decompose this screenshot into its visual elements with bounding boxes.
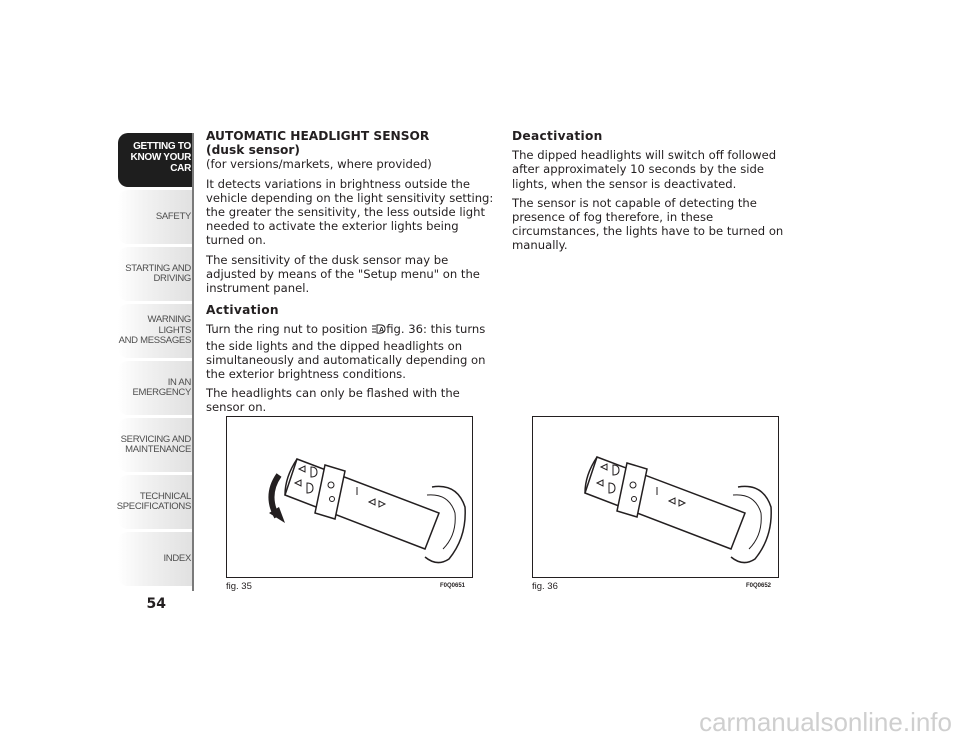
availability-note: (for versions/markets, where provided) bbox=[206, 157, 432, 172]
tab-warning-lights[interactable]: WARNING LIGHTS AND MESSAGES bbox=[118, 304, 194, 358]
paragraph: The sensitivity of the dusk sensor may be adjusted by means of the "Setup menu" on the instrument panel. bbox=[206, 252, 480, 296]
figure-36 bbox=[532, 416, 779, 578]
tab-servicing[interactable]: SERVICING AND MAINTENANCE bbox=[118, 418, 194, 472]
paragraph: It detects variations in brightness outside the vehicle depending on the light sensitivity setting: the greater the sensitivity, the less outside light needed to activate the exterior lights being turned on. bbox=[206, 176, 494, 248]
paragraph: The headlights can only be flashed with the sensor on. bbox=[206, 386, 460, 415]
tab-starting-and-driving[interactable]: STARTING AND DRIVING bbox=[118, 247, 194, 301]
tab-safety[interactable]: SAFETY bbox=[118, 190, 194, 244]
figure-code: F0Q0652 bbox=[746, 583, 772, 589]
auto-headlight-icon bbox=[371, 323, 386, 338]
tab-in-an-emergency[interactable]: IN AN EMERGENCY bbox=[118, 361, 194, 415]
deactivation-heading: Deactivation bbox=[512, 129, 603, 143]
svg-text:A: A bbox=[379, 327, 385, 335]
tab-divider bbox=[192, 133, 194, 591]
rotate-arrow-icon bbox=[269, 475, 285, 523]
stalk-switch-icon bbox=[533, 417, 778, 577]
figure-label: fig. 36 bbox=[532, 581, 558, 592]
tab-technical-specs[interactable]: TECHNICAL SPECIFICATIONS bbox=[118, 475, 194, 529]
paragraph: The dipped headlights will switch off followed after approximately 10 seconds by the side lights, when the sensor is deactivated. bbox=[512, 148, 777, 191]
figure-35 bbox=[226, 416, 473, 578]
page-number: 54 bbox=[146, 596, 166, 612]
section-subtitle: (dusk sensor) bbox=[206, 143, 300, 158]
activation-text-start: Turn the ring nut to position bbox=[206, 322, 372, 337]
right-column bbox=[512, 129, 802, 258]
figure-label: fig. 35 bbox=[226, 581, 252, 592]
activation-text-end: fig. 36: this turns the side lights and the dipped headlights on simultaneously and automatically depending on the exterior brightness conditions. bbox=[206, 322, 486, 382]
chapter-tabs bbox=[118, 133, 194, 589]
paragraph: The sensor is not capable of detecting the presence of fog therefore, in these circumstances, the lights have to be turned on manually. bbox=[512, 195, 784, 253]
stalk-switch-icon bbox=[227, 417, 472, 577]
left-column bbox=[206, 129, 496, 420]
tab-index[interactable]: INDEX bbox=[118, 532, 194, 586]
watermark: carmanualsonline.info bbox=[699, 707, 952, 737]
section-title: AUTOMATIC HEADLIGHT SENSOR bbox=[206, 129, 430, 143]
figure-code: F0Q0651 bbox=[440, 583, 466, 589]
activation-paragraph bbox=[206, 322, 496, 381]
activation-heading: Activation bbox=[206, 303, 279, 318]
tab-getting-to-know-your-car[interactable]: GETTING TO KNOW YOUR CAR bbox=[118, 133, 194, 187]
